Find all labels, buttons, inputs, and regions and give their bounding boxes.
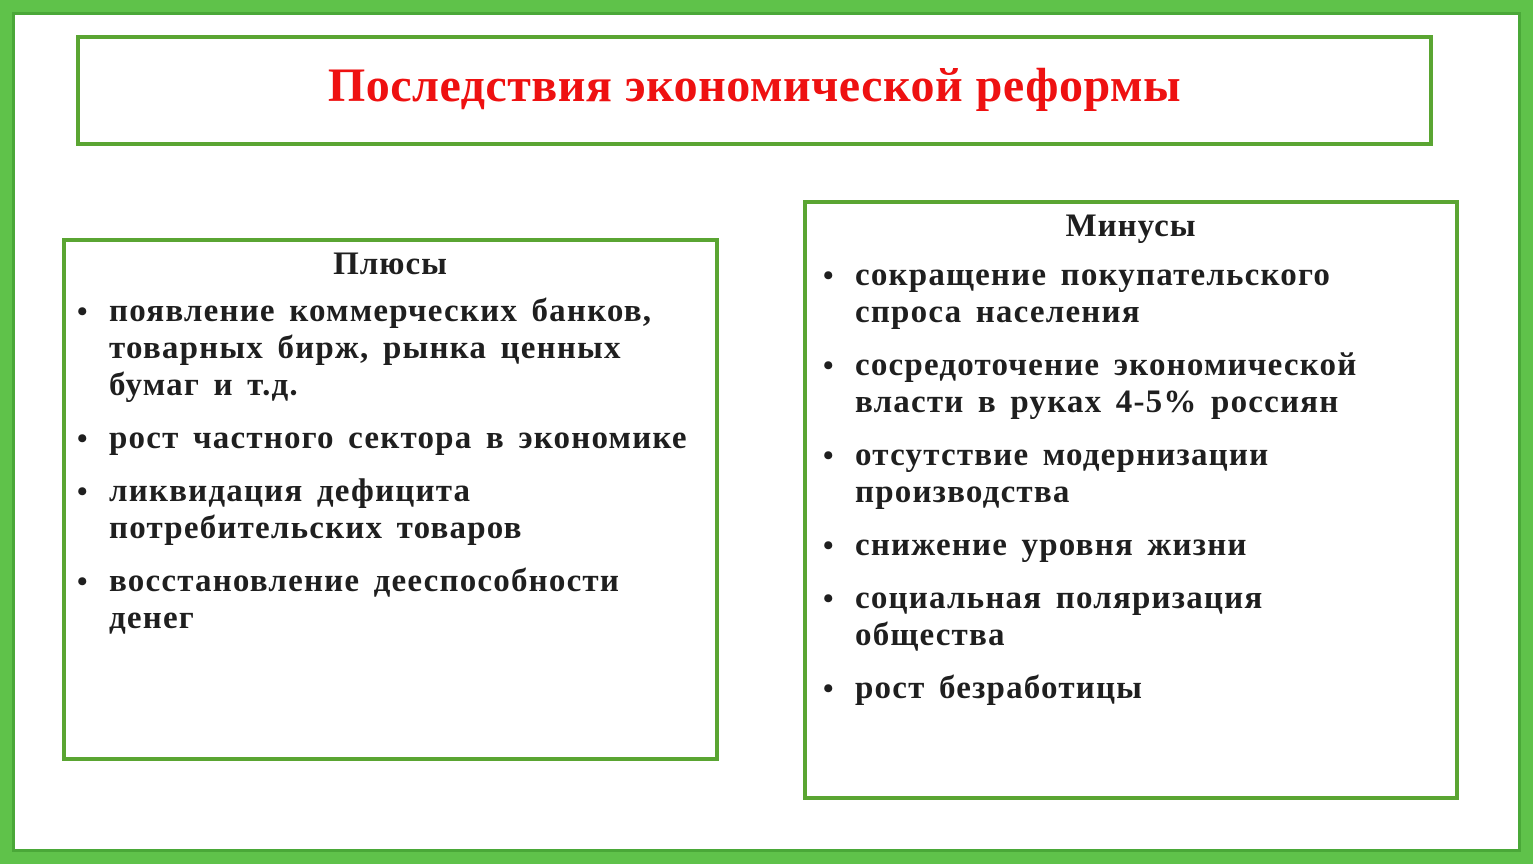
pros-item-text: рост частного сектора в экономике [109,420,688,456]
cons-item-text: сокращение покупательского спроса населения [855,257,1332,330]
cons-item-text: сосредоточение экономической власти в руках 4-5% россиян [855,347,1358,420]
bullet-icon: • [77,475,89,508]
cons-list [807,257,1455,707]
pros-item [71,473,699,547]
cons-item-text: отсутствие модернизации производства [855,437,1270,510]
cons-item [817,257,1425,331]
pros-item-text: ликвидация дефицита потребительских товаров [109,473,523,546]
bullet-icon: • [77,565,89,598]
cons-panel [803,200,1459,800]
cons-item [817,527,1425,564]
bullet-icon: • [823,349,835,382]
pros-list [66,293,715,637]
slide-title: Последствия экономической реформы [327,59,1182,112]
pros-item [71,563,699,637]
bullet-icon: • [823,582,835,615]
pros-item-text: появление коммерческих банков, товарных бирж, рынка ценных бумаг и т.д. [109,293,653,403]
cons-item [817,670,1425,707]
pros-item [71,420,699,457]
pros-heading: Плюсы [333,246,448,282]
cons-heading: Минусы [1065,208,1197,244]
bullet-icon: • [823,529,835,562]
bullet-icon: • [823,259,835,292]
cons-item [817,437,1425,511]
cons-item-text: рост безработицы [855,670,1144,706]
pros-item [71,293,699,404]
title-box [76,35,1433,146]
pros-item-text: восстановление дееспособности денег [109,563,621,636]
bullet-icon: • [77,422,89,455]
cons-item [817,580,1425,654]
pros-panel [62,238,719,761]
bullet-icon: • [823,439,835,472]
cons-item [817,347,1425,421]
bullet-icon: • [77,295,89,328]
cons-item-text: снижение уровня жизни [855,527,1248,563]
cons-item-text: социальная поляризация общества [855,580,1264,653]
bullet-icon: • [823,672,835,705]
